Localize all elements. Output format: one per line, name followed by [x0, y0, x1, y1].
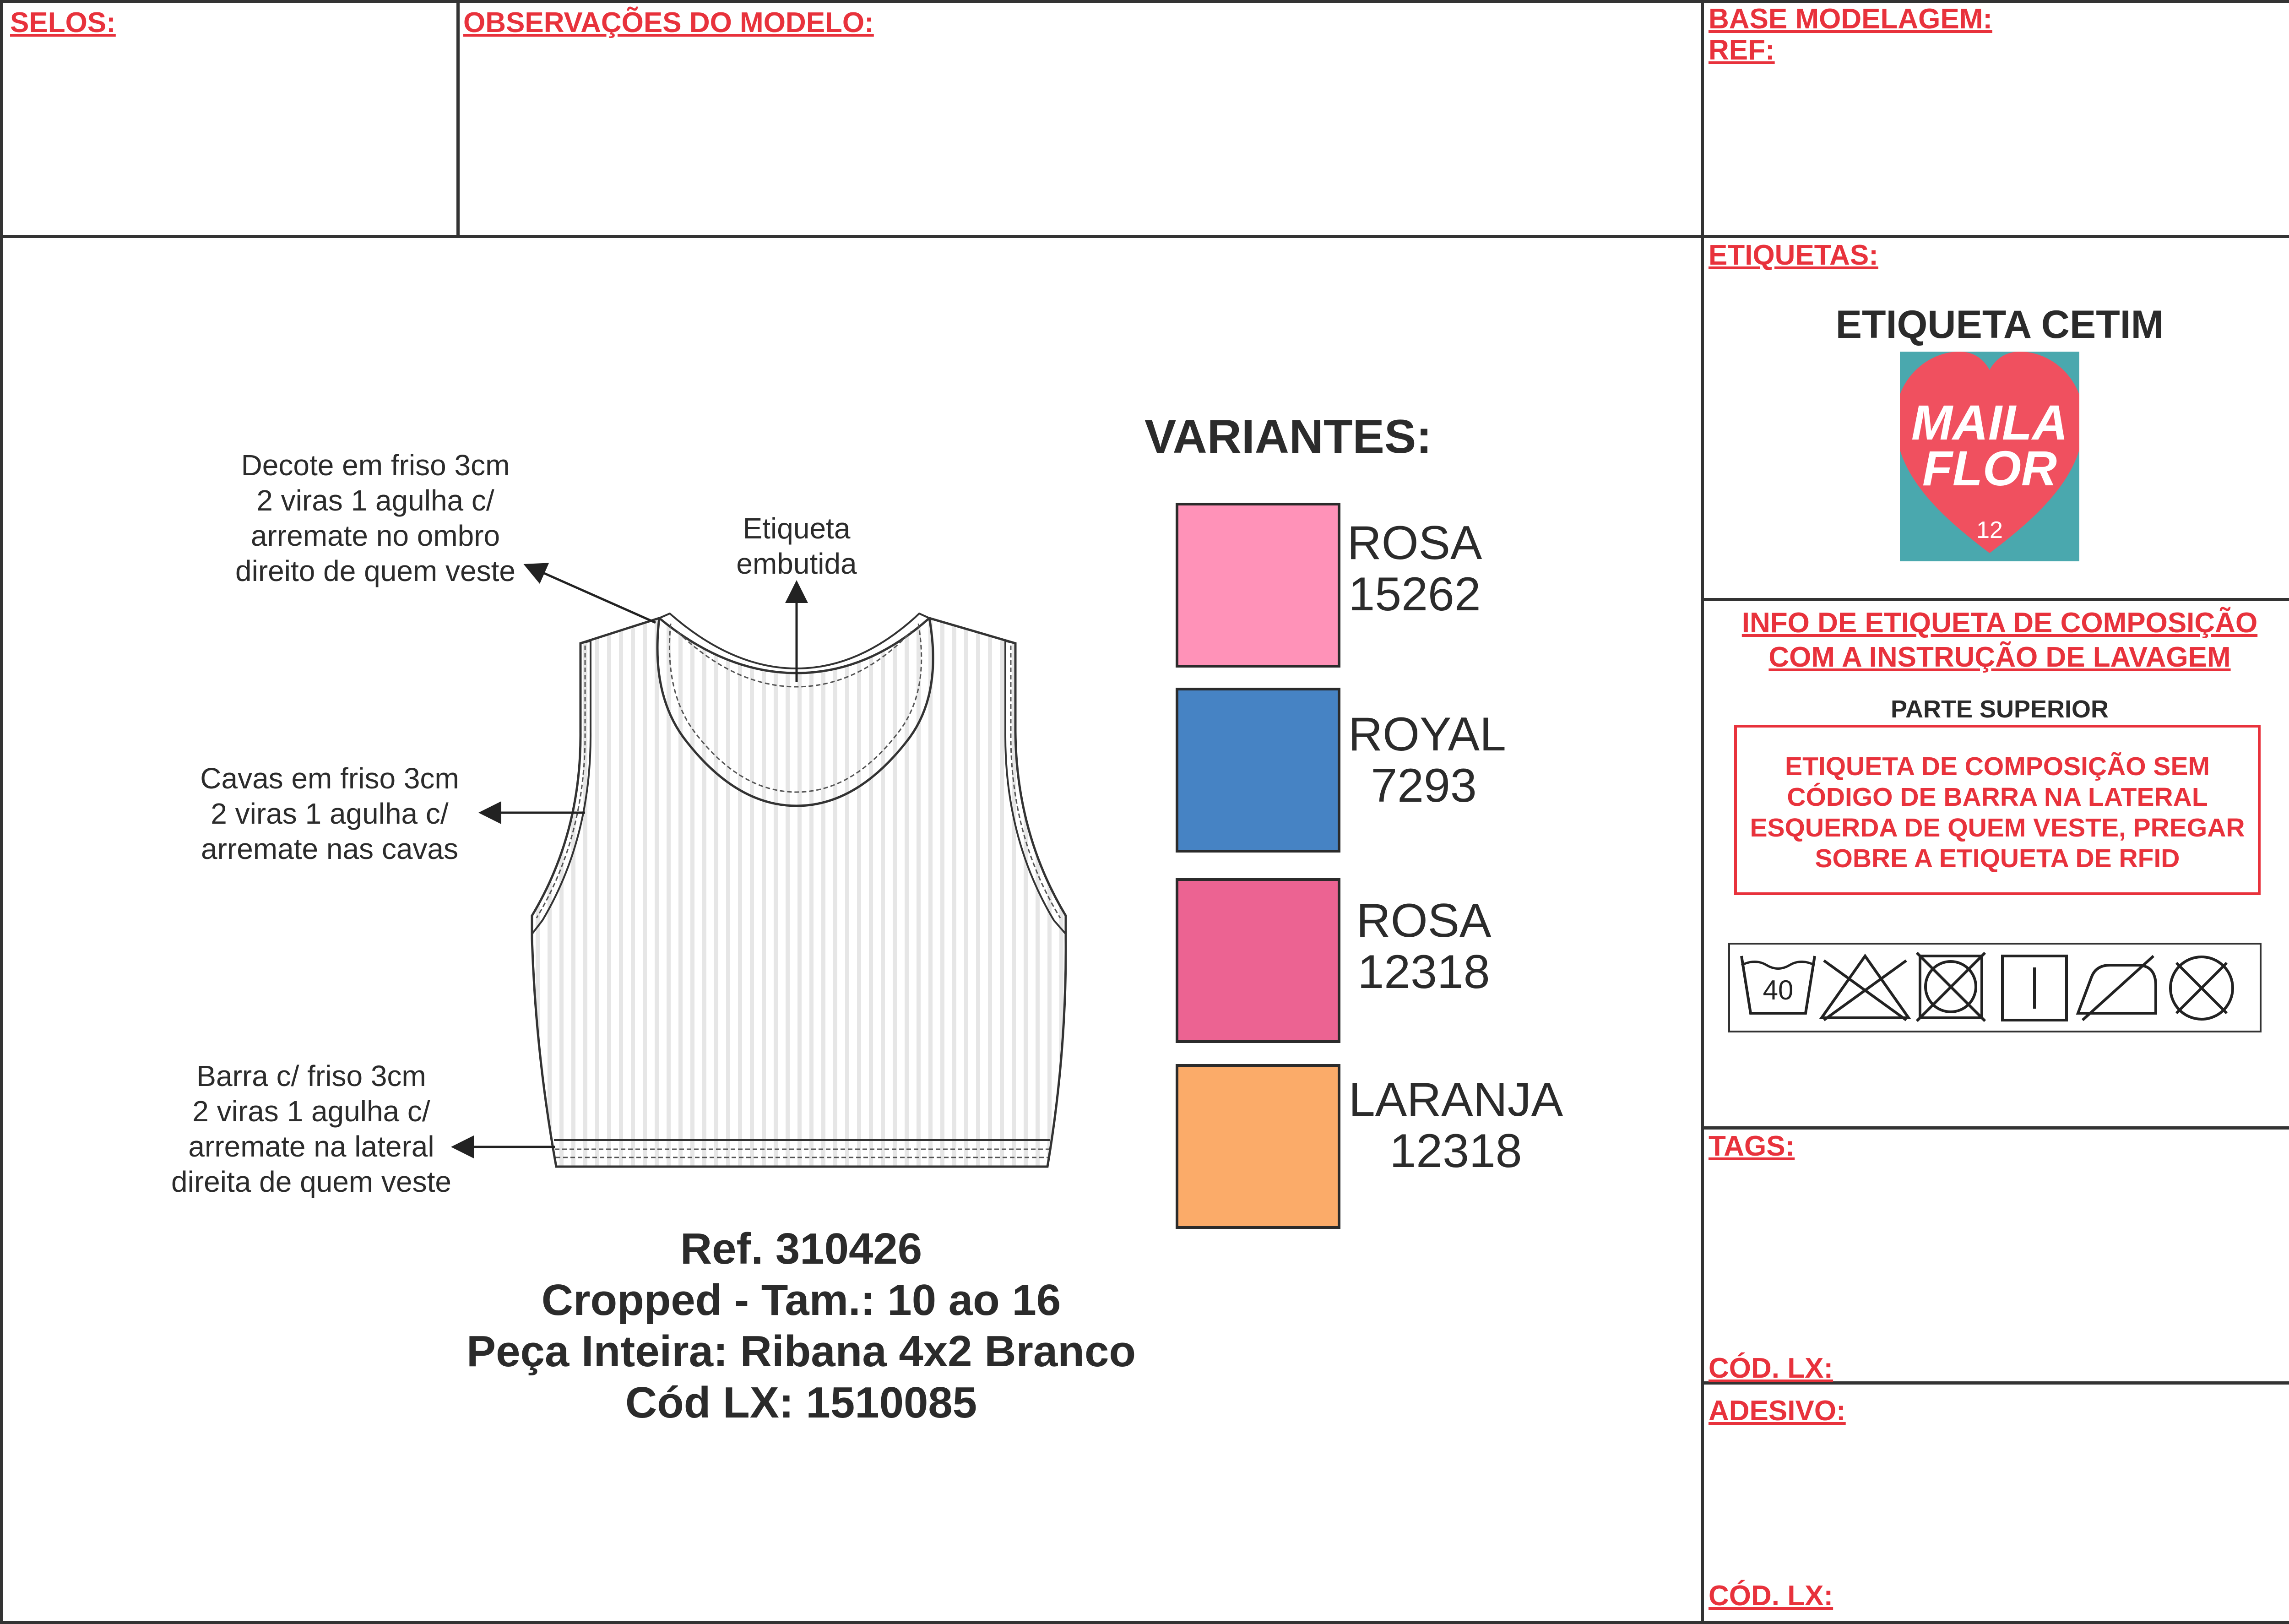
wash-40-icon — [1741, 956, 1815, 1013]
logo-text: MAILA FLOR — [1911, 395, 2068, 496]
composicao-title-line2: COM A INSTRUÇÃO DE LAVAGEM — [1768, 641, 2231, 673]
etiquetas-label: ETIQUETAS: — [1709, 239, 1878, 271]
adesivo-cod-label: CÓD. LX: — [1709, 1580, 1833, 1612]
variant-swatch-1 — [1176, 503, 1340, 668]
maila-flor-logo — [1900, 352, 2079, 561]
base-modelagem-label: BASE MODELAGEM: — [1709, 3, 1992, 35]
svg-text:40: 40 — [1763, 975, 1794, 1005]
cavas-annotation: Cavas em friso 3cm 2 viras 1 agulha c/ arremate nas cavas — [200, 762, 459, 865]
parte-superior-label: PARTE SUPERIOR — [1890, 695, 2109, 723]
no-bleach-icon — [1822, 956, 1909, 1020]
logo-size: 12 — [1976, 517, 2003, 543]
etiqueta-cetim-title: ETIQUETA CETIM — [1835, 303, 2164, 347]
variants-title: VARIANTES: — [1144, 410, 1432, 463]
variant-label-3: ROSA 12318 — [1356, 894, 1492, 999]
product-info — [412, 1223, 1190, 1428]
product-code: Cód LX: 1510085 — [625, 1378, 977, 1427]
product-line2: Cropped - Tam.: 10 ao 16 — [541, 1276, 1061, 1325]
variant-swatch-4 — [1176, 1064, 1340, 1229]
barra-annotation: Barra c/ friso 3cm 2 viras 1 agulha c/ arremate na lateral direita de quem veste — [171, 1059, 451, 1198]
tags-divider — [1701, 1126, 2289, 1130]
product-ref: Ref. 310426 — [680, 1224, 922, 1273]
variant-swatch-2 — [1176, 688, 1340, 853]
variant-swatch-3 — [1176, 878, 1340, 1043]
no-iron-icon — [2078, 956, 2158, 1020]
selos-label: SELOS: — [10, 7, 116, 38]
no-dry-clean-icon — [2170, 957, 2233, 1019]
care-symbols-strip — [1728, 943, 2262, 1032]
no-tumble-dry-icon — [1917, 953, 1985, 1021]
tags-cod-label: CÓD. LX: — [1709, 1352, 1833, 1384]
variant-label-4: LARANJA 12318 — [1348, 1073, 1563, 1178]
product-line3: Peça Inteira: Ribana 4x2 Branco — [466, 1327, 1136, 1376]
ref-label: REF: — [1709, 34, 1775, 66]
variant-label-1: ROSA 15262 — [1347, 516, 1482, 621]
tags-label: TAGS: — [1709, 1130, 1795, 1162]
variant-label-2: ROYAL 7293 — [1348, 708, 1506, 812]
observacoes-label: OBSERVAÇÕES DO MODELO: — [463, 7, 874, 38]
etiqueta-annotation: Etiqueta embutida — [736, 512, 857, 580]
right-column-divider — [1701, 0, 1704, 1624]
composicao-instruction-box: ETIQUETA DE COMPOSIÇÃO SEM CÓDIGO DE BARRA NA LATERAL ESQUERDA DE QUEM VESTE, PREGAR SOBRE A ETIQUETA DE RFID — [1734, 725, 2261, 895]
etiquetas-divider — [1701, 598, 2289, 601]
adesivo-label: ADESIVO: — [1709, 1395, 1846, 1427]
composicao-title-line1: INFO DE ETIQUETA DE COMPOSIÇÃO — [1741, 607, 2258, 639]
decote-annotation: Decote em friso 3cm 2 viras 1 agulha c/ arremate no ombro direito de quem veste — [235, 449, 515, 587]
line-dry-icon — [2002, 956, 2067, 1020]
cropped-top-body — [532, 618, 1066, 1167]
